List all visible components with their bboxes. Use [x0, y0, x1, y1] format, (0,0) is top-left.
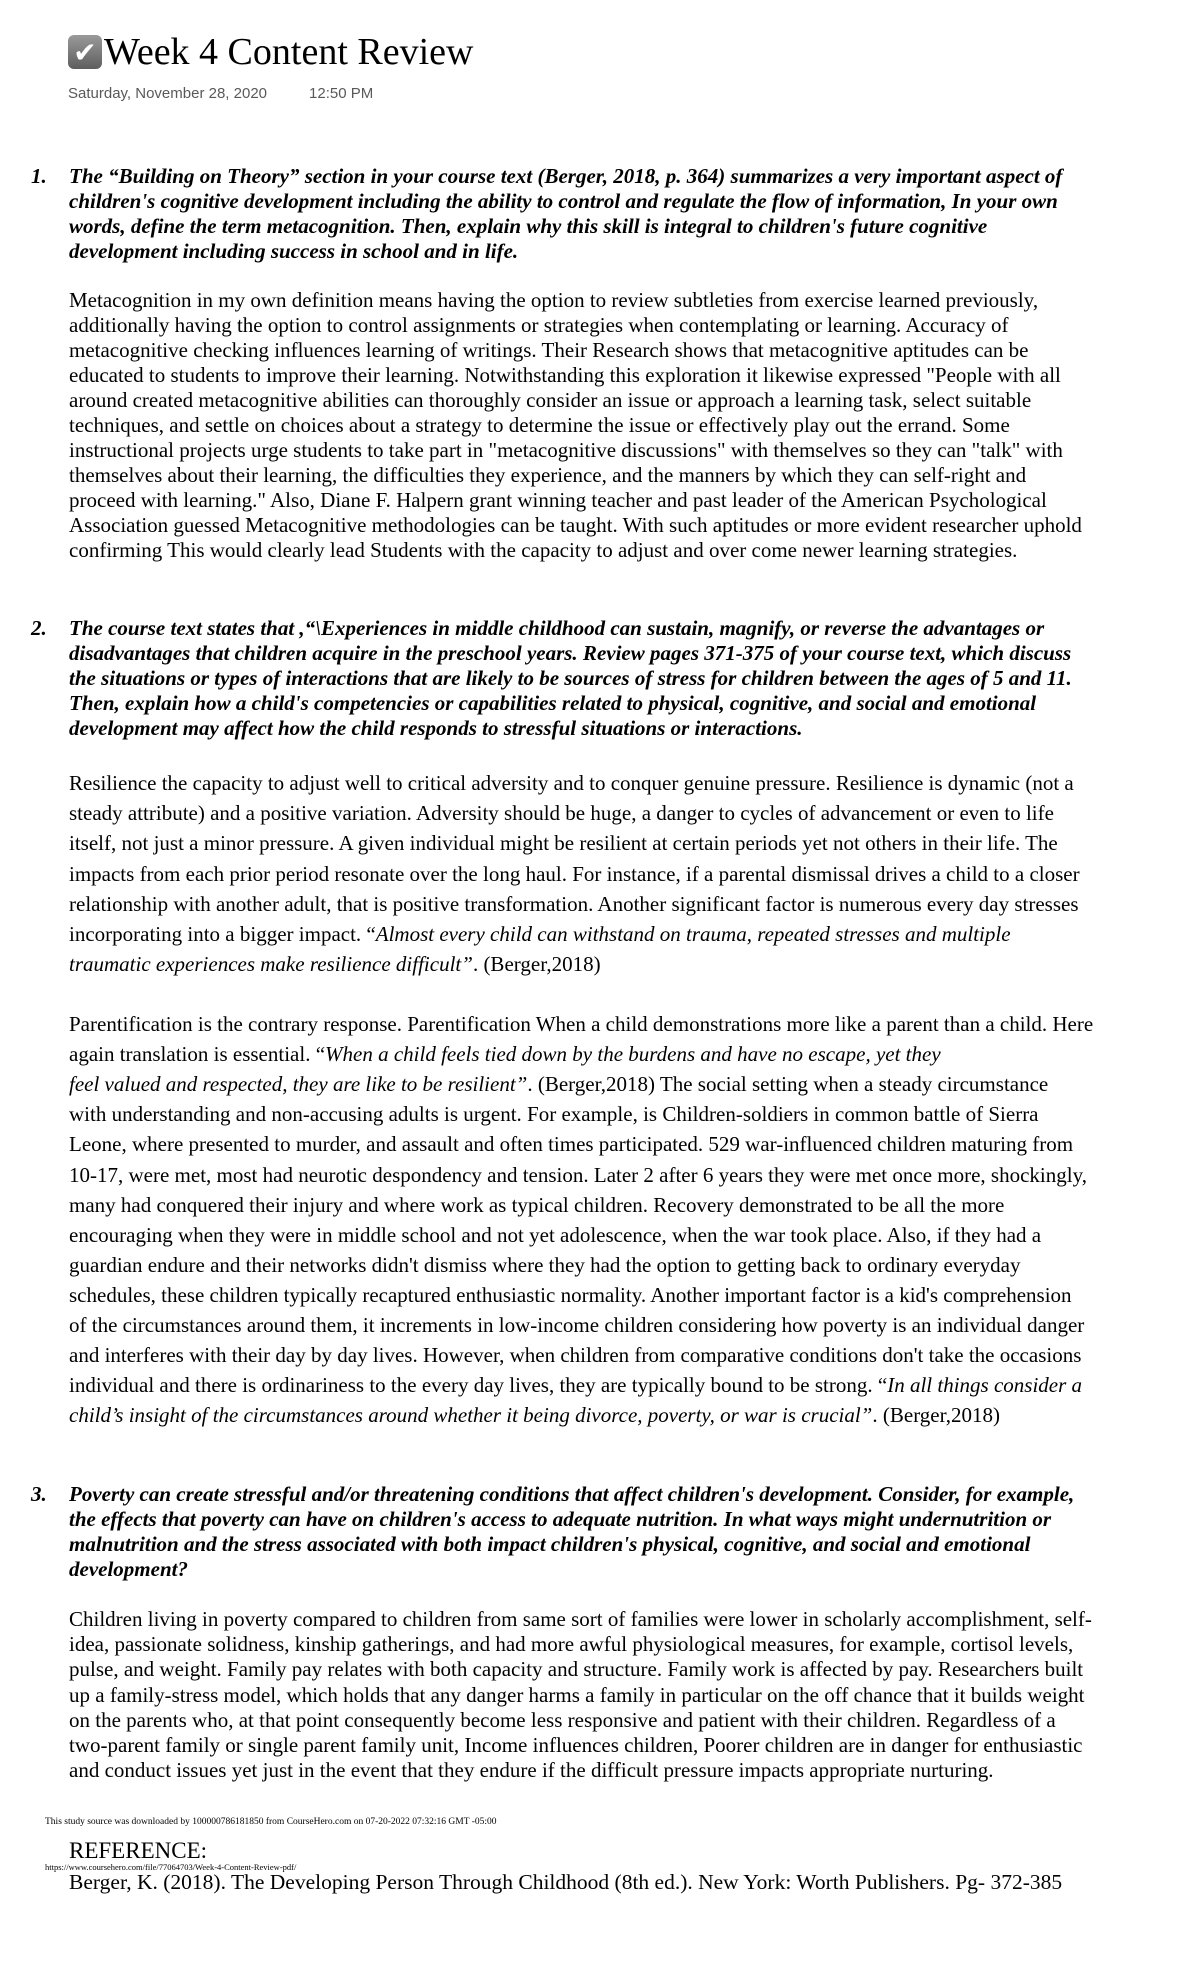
answer-text: many had conquered their injury and where work as typical children. Recovery demonstrated to be all the more	[69, 1192, 1005, 1217]
answer-text: . (Berger,2018)	[872, 1403, 1001, 1428]
answer-text: techniques, and settle on choices about a strategy to determine the issue or effectively play out the errand. Some	[69, 413, 1010, 437]
answer-text: metacognitive checking influences learning of writings. Their Research shows that metacognitive aptitudes can be	[69, 338, 1029, 362]
timestamp	[68, 85, 373, 102]
answer-line	[69, 1012, 1093, 1037]
answer-line	[69, 1632, 1073, 1657]
answer-line	[69, 1758, 994, 1783]
reference-heading: REFERENCE:	[69, 1838, 208, 1863]
answer-text: encouraging when they were in middle school and not yet adolescence, when the war took place. Also, if they had a	[69, 1222, 1042, 1247]
question-prompt-line: disadvantages that children acquire in the preschool years. Review pages 371-375 of your course text, which discuss	[69, 641, 1072, 665]
answer-line	[69, 1102, 1039, 1127]
answer-text: Parentification is the contrary response. Parentification When a child demonstrations more like a parent than a child. Here	[69, 1012, 1094, 1036]
quoted-text: traumatic experiences make resilience difficult”	[69, 952, 473, 977]
answer-line	[69, 1313, 1084, 1338]
answer-text: steady attribute) and a positive variation. Adversity should be huge, a danger to cycles of advancement or even to life	[69, 801, 1054, 826]
answer-text: pulse, and weight. Family pay relates with both capacity and structure. Family work is affected by pay. Researchers built	[69, 1657, 1084, 1682]
question-prompt-line: The “Building on Theory” section in your course text (Berger, 2018, p. 364) summarizes a very important aspect of	[69, 164, 1063, 188]
answer-text: schedules, these children typically recaptured enthusiastic normality. Another important factor is a kid's comprehension	[69, 1282, 1072, 1307]
answer-line	[69, 1042, 941, 1067]
question-prompt-line: development may affect how the child responds to stressful situations or interactions.	[69, 716, 803, 740]
answer-text: Association guessed Metacognitive methodologies can be taught. With such aptitudes or more evident researcher uphold	[69, 513, 1082, 537]
answer-text: itself, not just a minor pressure. A given individual might be resilient at certain periods yet not others in their life. The	[69, 831, 1058, 856]
answer-line	[69, 1163, 1087, 1188]
question-prompt-line: the situations or types of interactions that are likely to be sources of stress for children between the ages of 5 and 11.	[69, 666, 1072, 690]
answer-line	[69, 1607, 1092, 1632]
answer-line	[69, 338, 1028, 363]
answer-text: and interferes with their day by day lives. However, when children from comparative conditions don't take the occasions	[69, 1343, 1082, 1368]
answer-line	[69, 801, 1054, 826]
quoted-text: When a child feels tied down by the burdens and have no escape, yet they	[325, 1042, 941, 1067]
question-number: 2.	[31, 616, 47, 640]
checkbox-checked-icon: ✔	[68, 35, 102, 69]
question-number: 1.	[31, 164, 47, 188]
answer-text: Resilience the capacity to adjust well to critical adversity and to conquer genuine pressure. Resilience is dynamic (not a	[69, 771, 1074, 795]
answer-line	[69, 1223, 1041, 1248]
question-prompt-line: Poverty can create stressful and/or threatening conditions that affect children's development. Consider, for example,	[69, 1482, 1075, 1506]
answer-line	[69, 288, 1038, 313]
answer-text: instructional projects urge students to take part in "metacognitive discussions" with themselves so they can "talk" with	[69, 438, 1063, 462]
answer-line	[69, 892, 1079, 917]
answer-text: of the circumstances around them, it increments in low-income children considering how poverty is an individual danger	[69, 1313, 1085, 1337]
answer-line	[69, 1683, 1085, 1708]
answer-text: with understanding and non-accusing adults is urgent. For example, is Children-soldiers in common battle of Sierra	[69, 1102, 1039, 1127]
answer-line	[69, 388, 1031, 413]
answer-text: educated to students to improve their learning. Notwithstanding this exploration it likewise expressed "People with all	[69, 363, 1061, 387]
answer-line	[69, 1373, 1082, 1398]
answer-text: relationship with another adult, that is positive transformation. Another significant factor is numerous every day stresses	[69, 891, 1079, 916]
answer-text: two-parent family or single parent family unit, Income influences children, Poorer children are in danger for enthusiastic	[69, 1733, 1083, 1757]
answer-line	[69, 1193, 1004, 1218]
answer-text: and conduct issues yet just in the event that they endure if the difficult pressure impacts appropriate nurturing.	[69, 1758, 994, 1783]
question-prompt-line: words, define the term metacognition. Then, explain why this skill is integral to children's future cognitive	[69, 214, 988, 238]
question-prompt-line: Then, explain how a child's competencies or capabilities related to physical, cognitive, and social and emotional	[69, 691, 1037, 715]
answer-line	[69, 1132, 1073, 1157]
source-url[interactable]: https://www.coursehero.com/file/77064703/Week-4-Content-Review-pdf/	[45, 1862, 297, 1872]
answer-text: additionally having the option to control assignments or strategies when contemplating or learning. Accuracy of	[69, 313, 1009, 337]
answer-text: Children living in poverty compared to children from same sort of families were lower in scholarly accomplishment, self-	[69, 1607, 1092, 1631]
reference-citation: Berger, K. (2018). The Developing Person Through Childhood (8th ed.). New York: Worth Publishers. Pg- 372-385	[69, 1870, 1063, 1894]
answer-text: idea, passionate solidness, kinship gatherings, and had more awful physiological measures, for example, cortisol levels,	[69, 1632, 1074, 1657]
answer-line	[69, 1253, 1020, 1278]
answer-text: individual and there is ordinariness to the every day lives, they are typically bound to be strong. “	[69, 1373, 888, 1398]
answer-line	[69, 1283, 1072, 1308]
answer-line	[69, 513, 1082, 538]
answer-text: themselves about their learning, the difficulties they experience, and the manners by which they can self-right and	[69, 463, 1027, 487]
answer-line	[69, 1708, 1056, 1733]
answer-line	[69, 438, 1063, 463]
answer-line	[69, 1072, 1048, 1097]
answer-line	[69, 862, 1080, 887]
question-prompt-line: the effects that poverty can have on children's access to adequate nutrition. In what ways might undernutrition or	[69, 1507, 1052, 1531]
question-prompt-line: The course text states that ,“\Experiences in middle childhood can sustain, magnify, or reverse the advantages or	[69, 616, 1045, 640]
time-text: 12:50 PM	[309, 85, 374, 102]
quoted-text: feel valued and respected, they are like to be resilient”	[69, 1072, 528, 1097]
answer-text: on the parents who, at that point consequently become less responsive and patient with their children. Regardless of a	[69, 1707, 1056, 1732]
question-prompt-line: malnutrition and the stress associated with both impact children's physical, cognitive, and social and emotional	[69, 1532, 1031, 1556]
answer-text: Metacognition in my own definition means having the option to review subtleties from exercise learned previously,	[69, 288, 1039, 312]
answer-line	[69, 363, 1061, 388]
answer-line	[69, 771, 1074, 796]
page-title: Week 4 Content Review	[104, 31, 474, 73]
answer-text: Leone, where presented to murder, and assault and often times participated. 529 war-influenced children maturing from	[69, 1132, 1074, 1157]
quoted-text: In all things consider a	[887, 1373, 1083, 1398]
answer-line	[69, 538, 1017, 563]
answer-text: up a family-stress model, which holds that any danger harms a family in particular on the off chance that it builds weight	[69, 1682, 1085, 1707]
answer-text: guardian endure and their networks didn't dismiss where they had the option to getting back to ordinary everyday	[69, 1252, 1021, 1277]
question-prompt-line: children's cognitive development including the ability to control and regulate the flow of information, In your own	[69, 189, 1058, 213]
answer-line	[69, 413, 1010, 438]
download-notice: This study source was downloaded by 100000786181850 from CourseHero.com on 07-20-2022 07:32:16 GMT -05:00	[45, 1817, 497, 1827]
quoted-text: child’s insight of the circumstances around whether it being divorce, poverty, or war is crucial”	[69, 1403, 873, 1428]
answer-text: again translation is essential. “	[69, 1042, 326, 1067]
page-header	[68, 30, 473, 74]
answer-line	[69, 1657, 1083, 1682]
quoted-text: Almost every child can withstand on trauma, repeated stresses and multiple	[375, 922, 1011, 946]
question-prompt-line: development including success in school and in life.	[69, 239, 519, 263]
date-text: Saturday, November 28, 2020	[68, 85, 268, 102]
answer-line	[69, 1403, 1000, 1428]
answer-line	[69, 831, 1058, 856]
answer-line	[69, 922, 1011, 947]
answer-line	[69, 313, 1009, 338]
question-number: 3.	[31, 1482, 47, 1506]
answer-line	[69, 1733, 1083, 1758]
answer-text: confirming This would clearly lead Students with the capacity to adjust and over come newer learning strategies.	[69, 538, 1018, 562]
answer-text: 10-17, were met, most had neurotic despondency and tension. Later 2 after 6 years they were met once more, shockingly,	[69, 1162, 1087, 1187]
answer-text: proceed with learning." Also, Diane F. Halpern grant winning teacher and past leader of the American Psychological	[69, 488, 1047, 512]
answer-line	[69, 463, 1026, 488]
answer-line	[69, 1343, 1081, 1368]
question-prompt-line: development?	[69, 1557, 188, 1581]
answer-text: . (Berger,2018)	[472, 952, 601, 977]
answer-text: incorporating into a bigger impact. “	[69, 922, 376, 946]
answer-line	[69, 488, 1047, 513]
answer-line	[69, 952, 601, 977]
answer-text: . (Berger,2018) The social setting when a steady circumstance	[527, 1072, 1049, 1097]
answer-text: impacts from each prior period resonate over the long haul. For instance, if a parental dismissal drives a child to a closer	[69, 861, 1080, 886]
answer-text: around created metacognitive abilities can thoroughly consider an issue or approach a learning task, select suitable	[69, 388, 1032, 412]
